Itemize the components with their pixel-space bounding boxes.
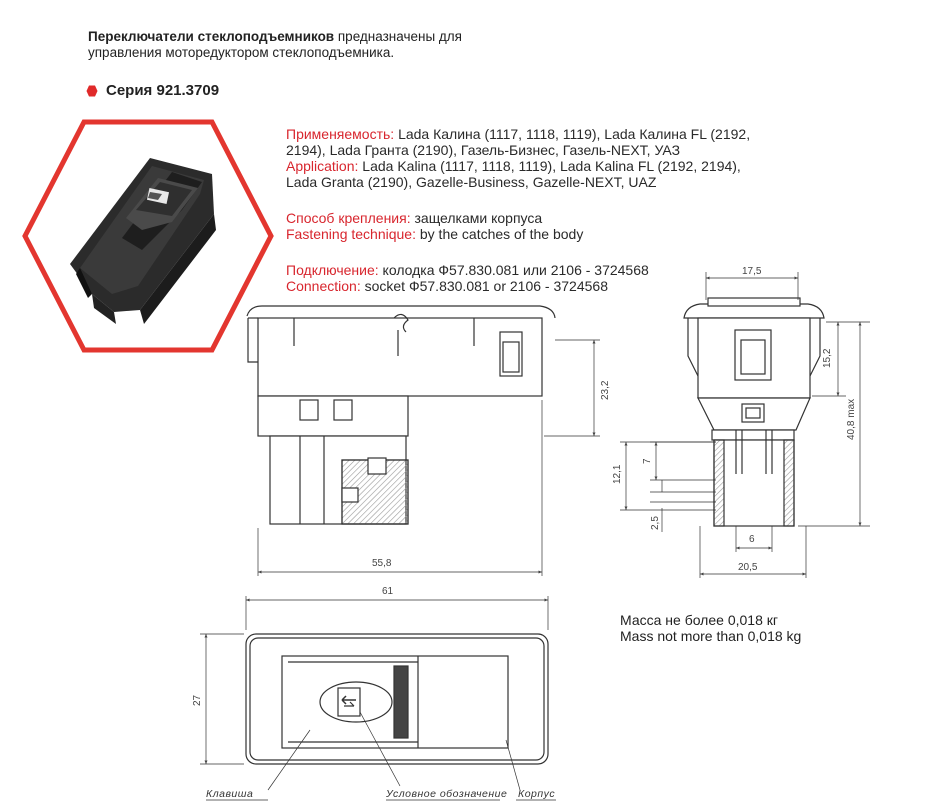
series-label: Серия 921.3709: [106, 82, 220, 99]
intro-rest: предназначены для: [334, 29, 462, 44]
connection-ru-text: колодка Ф57.830.081 или 2106 - 3724568: [378, 262, 649, 278]
applicability-label: Применяемость:: [286, 126, 395, 142]
connection-en-text: socket Ф57.830.081 or 2106 - 3724568: [360, 278, 608, 294]
callout-key: Клавиша: [206, 788, 254, 800]
fastening-ru-text: защелками корпуса: [410, 210, 543, 226]
connection-ru-label: Подключение:: [286, 262, 379, 278]
connection-en-label: Connection:: [286, 278, 361, 294]
mass-block: [620, 612, 801, 644]
applicability-text-1: Lada Калина (1117, 1118, 1119), Lada Калина FL (2192,: [394, 126, 751, 142]
fastening-ru-label: Способ крепления:: [286, 210, 411, 226]
callout-symbol: Условное обозначение: [386, 788, 508, 800]
callout-labels: [206, 788, 555, 800]
dim-side-top-width: 17,5: [742, 266, 762, 277]
mass-en: Mass not more than 0,018 kg: [620, 628, 802, 644]
side-view: [620, 272, 870, 578]
intro-bold: Переключатели стеклоподъемников: [88, 29, 335, 44]
dim-side-pin-bottom: 2,5: [650, 516, 661, 530]
dim-front-height: 23,2: [600, 380, 611, 400]
dim-side-total-height: 40,8 max: [846, 398, 857, 440]
dim-side-pin-spacing: 7: [642, 458, 653, 464]
dim-side-bottom-width: 20,5: [738, 562, 758, 573]
dim-front-width: 55,8: [372, 558, 392, 569]
callout-body: Корпус: [518, 788, 556, 800]
front-view: [247, 306, 600, 576]
mass-ru: Масса не более 0,018 кг: [620, 612, 778, 628]
intro-line2: управления моторедуктором стеклоподъемника.: [88, 45, 395, 60]
fastening-en-text: by the catches of the body: [415, 226, 584, 242]
applicability-text-2: 2194), Lada Гранта (2190), Газель-Бизнес, Газель-NEXT, УАЗ: [286, 142, 681, 158]
top-view: [200, 596, 556, 800]
application-label: Application:: [286, 158, 359, 174]
dim-side-pin-height: 12,1: [612, 464, 623, 484]
dim-top-height: 27: [192, 694, 203, 706]
dim-top-width: 61: [382, 586, 394, 597]
dim-side-upper-height: 15,2: [822, 348, 833, 368]
dim-side-pin-width: 6: [749, 534, 755, 545]
fastening-en-label: Fastening technique:: [286, 226, 416, 242]
application-text-2: Lada Granta (2190), Gazelle-Business, Gazelle-NEXT, UAZ: [286, 174, 657, 190]
application-text-1: Lada Kalina (1117, 1118, 1119), Lada Kalina FL (2192, 2194),: [358, 158, 741, 174]
